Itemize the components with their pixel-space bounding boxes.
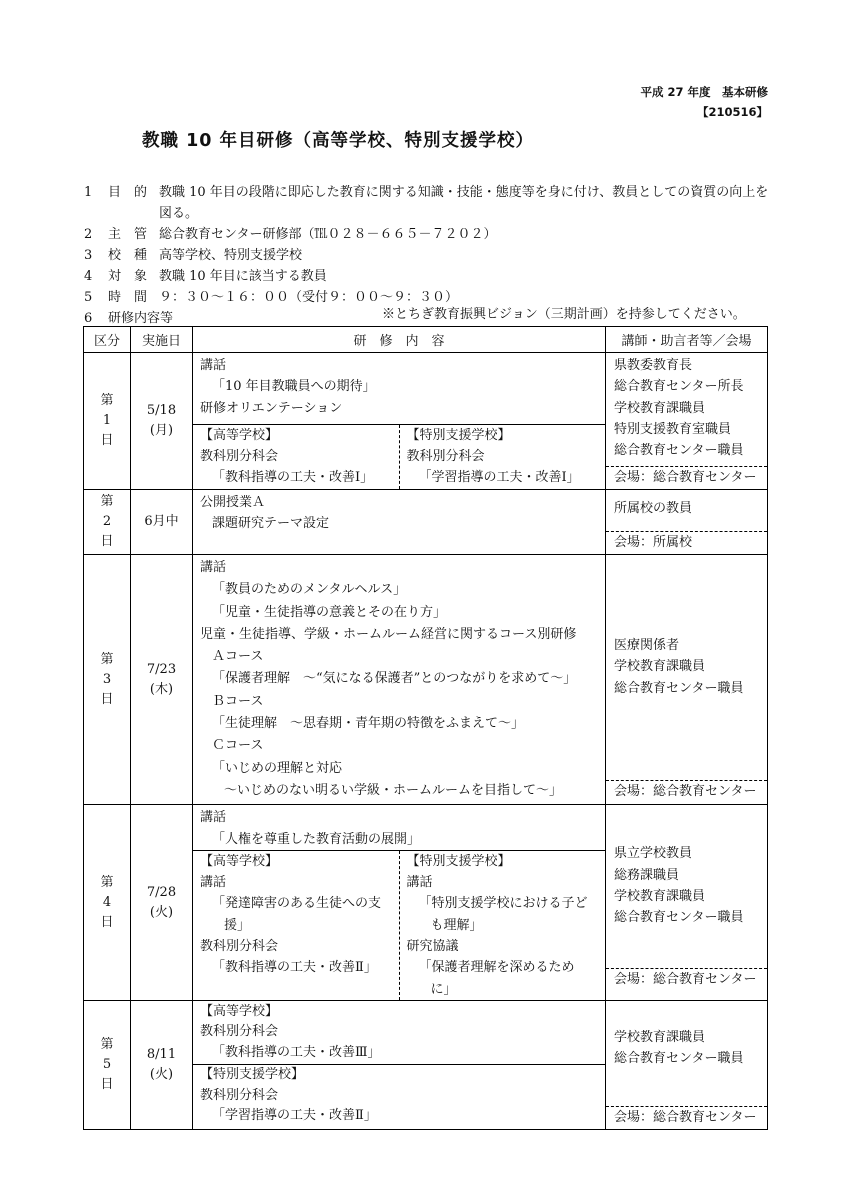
date-cell: 7/23 (木): [131, 555, 193, 805]
venue-label: 会場：総合教育センター: [606, 1106, 767, 1129]
item-number: 3: [84, 248, 93, 263]
item-label: 校 種: [108, 248, 148, 263]
venue-label: 会場：所属校: [606, 531, 767, 554]
item-number: 5: [84, 290, 93, 305]
item-text: 教職 10 年目の段階に即応した教育に関する知識・技能・態度等を身に付け、教員としての資質の向上を図る。: [159, 185, 769, 221]
content-cell: 講話 「10 年目教職員への期待」 研修オリエンテーション 【高等学校】 教科別分科会 「教科指導の工夫・改善Ⅰ」 【特別支援学校】 教科別分科会 「学習指導の工夫・改善Ⅰ」: [193, 353, 606, 490]
instructor-cell: 学校教育課職員 総合教育センター職員 会場：総合教育センター: [606, 1000, 768, 1129]
date-cell: 6月中: [131, 490, 193, 555]
day-cell: 第 2 日: [84, 490, 131, 555]
item-text: 高等学校、特別支援学校: [159, 248, 303, 263]
list-item: [84, 266, 774, 287]
table-row: [84, 555, 768, 805]
content-cell: 公開授業Ａ 課題研究テーマ設定: [193, 490, 606, 555]
list-item: [84, 245, 774, 266]
table-row: [84, 805, 768, 1001]
item-label: 目 的: [108, 185, 148, 200]
venue-label: 会場：総合教育センター: [606, 968, 767, 991]
page-title: 教職 10 年目研修（高等学校、特別支援学校）: [142, 131, 535, 151]
header-content: 研 修 内 容: [193, 327, 606, 353]
document-code: 【210516】: [696, 105, 768, 119]
date-cell: 7/28 (火): [131, 805, 193, 1001]
item-text: 教職 10 年目に該当する教員: [159, 269, 327, 284]
date-cell: 5/18 (月): [131, 353, 193, 490]
item-number: 2: [84, 227, 93, 242]
item-text: 総合教育センター研修部（℡０２８－６６５－７２０２）: [159, 227, 497, 242]
item-number: 6: [84, 311, 93, 326]
instructor-cell: 医療関係者 学校教育課職員 総合教育センター職員 会場：総合教育センター: [606, 555, 768, 805]
note-text: ※とちぎ教育振興ビジョン（三期計画）を持参してください。: [382, 307, 746, 322]
table-row: [84, 353, 768, 490]
list-item: [84, 224, 774, 245]
instructor-cell: 県立学校教員 総務課職員 学校教育課職員 総合教育センター職員 会場：総合教育センター: [606, 805, 768, 1001]
item-text: ９：３０～１６：００（受付９：００～９：３０）: [159, 290, 459, 305]
schedule-table: [83, 326, 768, 1130]
item-number: 4: [84, 269, 93, 284]
table-row: [84, 490, 768, 555]
day-cell: 第 3 日: [84, 555, 131, 805]
item-label: 対 象: [108, 269, 148, 284]
date-cell: 8/11 (火): [131, 1000, 193, 1129]
instructor-cell: 県教委教育長 総合教育センター所長 学校教育課職員 特別支援教育室職員 総合教育センター職員 会場：総合教育センター: [606, 353, 768, 490]
content-cell: 講話 「人権を尊重した教育活動の展開」 【高等学校】 講話 「発達障害のある生徒への支 援」 教科別分科会 「教科指導の工夫・改善Ⅱ」 【特別支援学校】 講話 「特別支援学校における子ど も理解」 研究協議 「保護者理解を深めるため に」: [193, 805, 606, 1001]
instructor-cell: 所属校の教員 会場：所属校: [606, 490, 768, 555]
day-cell: 第 1 日: [84, 353, 131, 490]
item-label: 時 間: [108, 290, 148, 305]
venue-label: 会場：総合教育センター: [606, 780, 767, 803]
content-cell: 【高等学校】 教科別分科会 「教科指導の工夫・改善Ⅲ」 【特別支援学校】 教科別分科会 「学習指導の工夫・改善Ⅱ」: [193, 1000, 606, 1129]
day-cell: 第 5 日: [84, 1000, 131, 1129]
header-instructor: 講師・助言者等／会場: [606, 327, 768, 353]
item-label: 主 管: [108, 227, 148, 242]
venue-label: 会場：総合教育センター: [606, 466, 767, 489]
day-cell: 第 4 日: [84, 805, 131, 1001]
item-label: 研修内容等: [108, 311, 174, 326]
list-item: [84, 182, 774, 224]
table-header-row: [84, 327, 768, 353]
header-date: 実施日: [131, 327, 193, 353]
table-row: [84, 1000, 768, 1129]
header-kubun: 区分: [84, 327, 131, 353]
content-cell: 講話 「教員のためのメンタルヘルス」 「児童・生徒指導の意義とその在り方」 児童・生徒指導、学級・ホームルーム経営に関するコース別研修 Ａコース 「保護者理解 ～“気になる保護者”とのつながりを求めて～」 Ｂコース 「生徒理解 ～思春期・青年期の特徴をふまえて～」 Ｃコース 「いじめの理解と対応 ～いじめのない明るい学級・ホームルームを目指して～」: [193, 555, 606, 805]
item-number: 1: [84, 185, 93, 200]
year-label: 平成 27 年度 基本研修: [640, 85, 768, 99]
